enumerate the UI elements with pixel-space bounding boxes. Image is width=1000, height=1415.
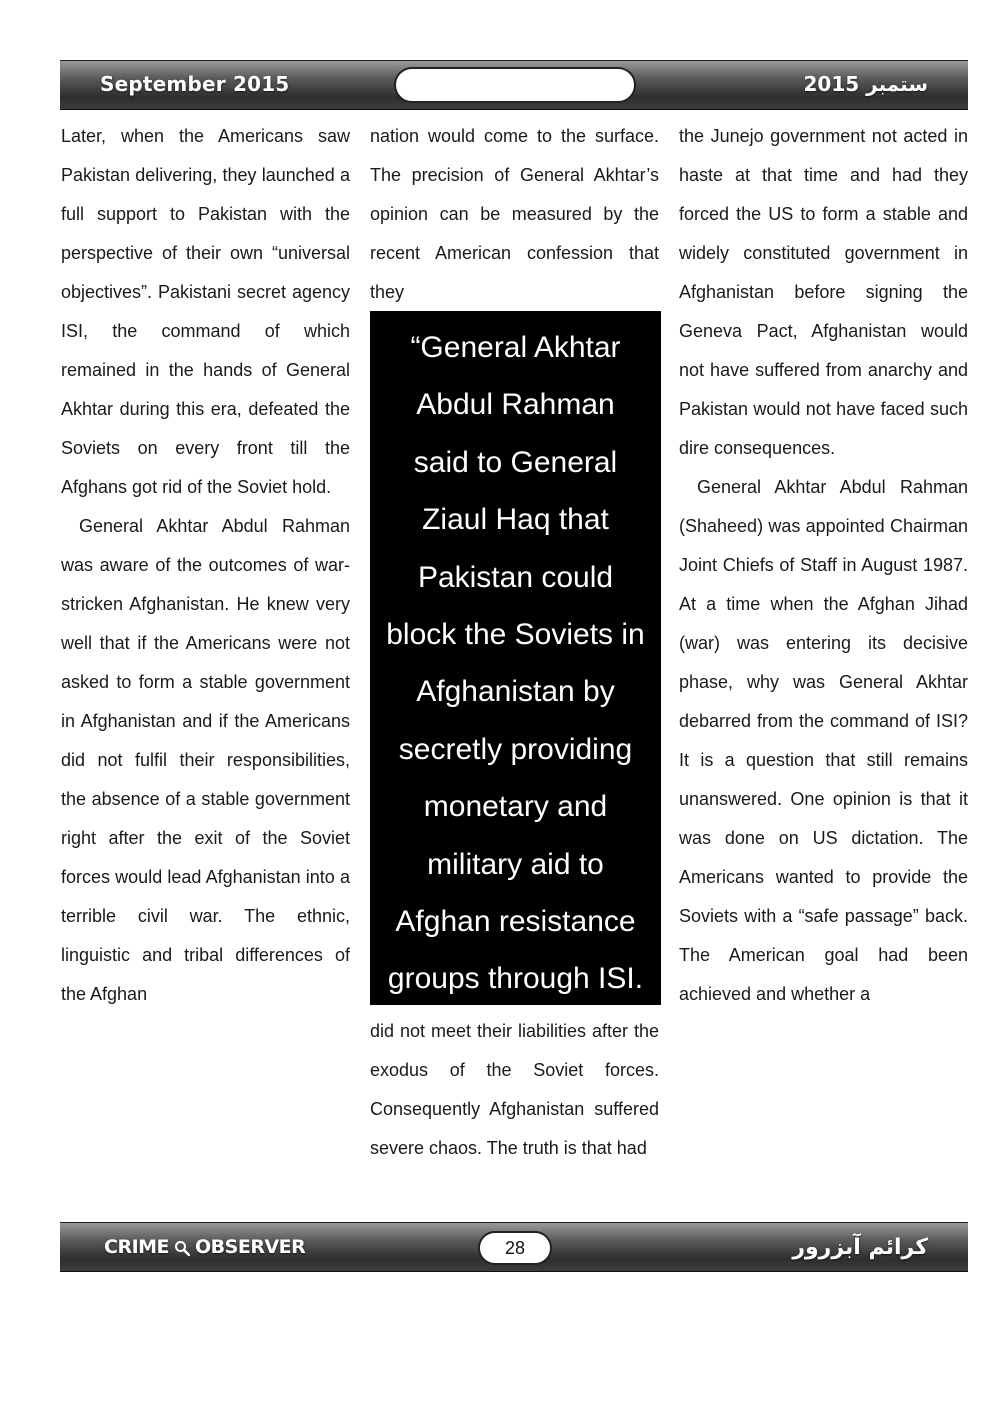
column-3 xyxy=(679,117,968,1014)
column-1 xyxy=(61,117,350,1014)
pull-quote-line: Afghan resistance xyxy=(395,905,636,939)
page-number: 28 xyxy=(478,1231,552,1265)
urdu-brand-logo: کرائم آبزرور xyxy=(792,1235,928,1260)
paragraph: the Junejo government not acted in haste at that time and had they forced the US to form a stable and widely constituted government in Afghanistan before signing the Geneva Pact, Afghanistan would not have suffered from anarchy and Pakistan would not have faced such dire consequences. xyxy=(679,126,968,458)
pull-quote-line: Abdul Rahman xyxy=(416,388,615,422)
pull-quote xyxy=(370,311,661,1005)
header-bar xyxy=(60,60,968,110)
issue-date-urdu: 2015 ستمبر xyxy=(803,72,928,96)
header-title-box xyxy=(394,67,636,103)
pull-quote-line: Afghanistan by xyxy=(416,675,615,709)
pull-quote-line: “General Akhtar xyxy=(410,331,621,364)
pull-quote-line: secretly providing xyxy=(398,732,633,766)
brand-left-text: CRIME xyxy=(104,1236,170,1258)
crime-observer-logo xyxy=(104,1236,305,1258)
column-2-top xyxy=(370,117,659,311)
pull-quote-line: military aid to xyxy=(427,847,604,881)
paragraph: did not meet their liabilities after the exodus of the Soviet forces. Consequently Afghanistan suffered severe chaos. The truth is that had xyxy=(370,1021,659,1158)
pull-quote-line: block the Soviets in xyxy=(386,618,645,652)
footer-bar xyxy=(60,1222,968,1272)
column-2-bottom xyxy=(370,1012,659,1168)
pull-quote-line: Ziaul Haq that xyxy=(422,503,609,537)
paragraph: Later, when the Americans saw Pakistan delivering, they launched a full support to Pakistan with the perspective of their own “universal objectives”. Pakistani secret agency ISI, the command of which remained in the hands of General Akhtar during this era, defeated the Soviets on every front till the Afghans got rid of the Soviet hold. xyxy=(61,126,350,497)
column-2 xyxy=(370,117,659,1158)
pull-quote-line: groups through ISI. xyxy=(387,962,644,996)
pull-quote-line: said to General xyxy=(413,445,618,479)
magnifier-icon xyxy=(174,1239,190,1255)
paragraph: General Akhtar Abdul Rahman was aware of the outcomes of war-stricken Afghanistan. He knew very well that if the Americans were not asked to form a stable government in Afghanistan and if the Americans did not fulfil their responsibilities, the absence of a stable government right after the exit of the Soviet forces would lead Afghanistan into a terrible civil war. The ethnic, linguistic and tribal differences of the Afghan xyxy=(61,516,350,1004)
pull-quote-line: Pakistan could xyxy=(417,560,614,594)
paragraph: nation would come to the surface. The precision of General Akhtar’s opinion can be measured by the recent American confession that they xyxy=(370,126,659,302)
issue-date: September 2015 xyxy=(100,72,290,96)
pull-quote-line: monetary and xyxy=(423,790,608,824)
paragraph: General Akhtar Abdul Rahman (Shaheed) was appointed Chairman Joint Chiefs of Staff in August 1987. At a time when the Afghan Jihad (war) was entering its decisive phase, why was General Akhtar debarred from the command of ISI? It is a question that still remains unanswered. One opinion is that it was done on US dictation. The Americans wanted to provide the Soviets with a “safe passage” back. The American goal had been achieved and whether a xyxy=(679,477,968,1004)
brand-right-text: OBSERVER xyxy=(195,1236,306,1258)
